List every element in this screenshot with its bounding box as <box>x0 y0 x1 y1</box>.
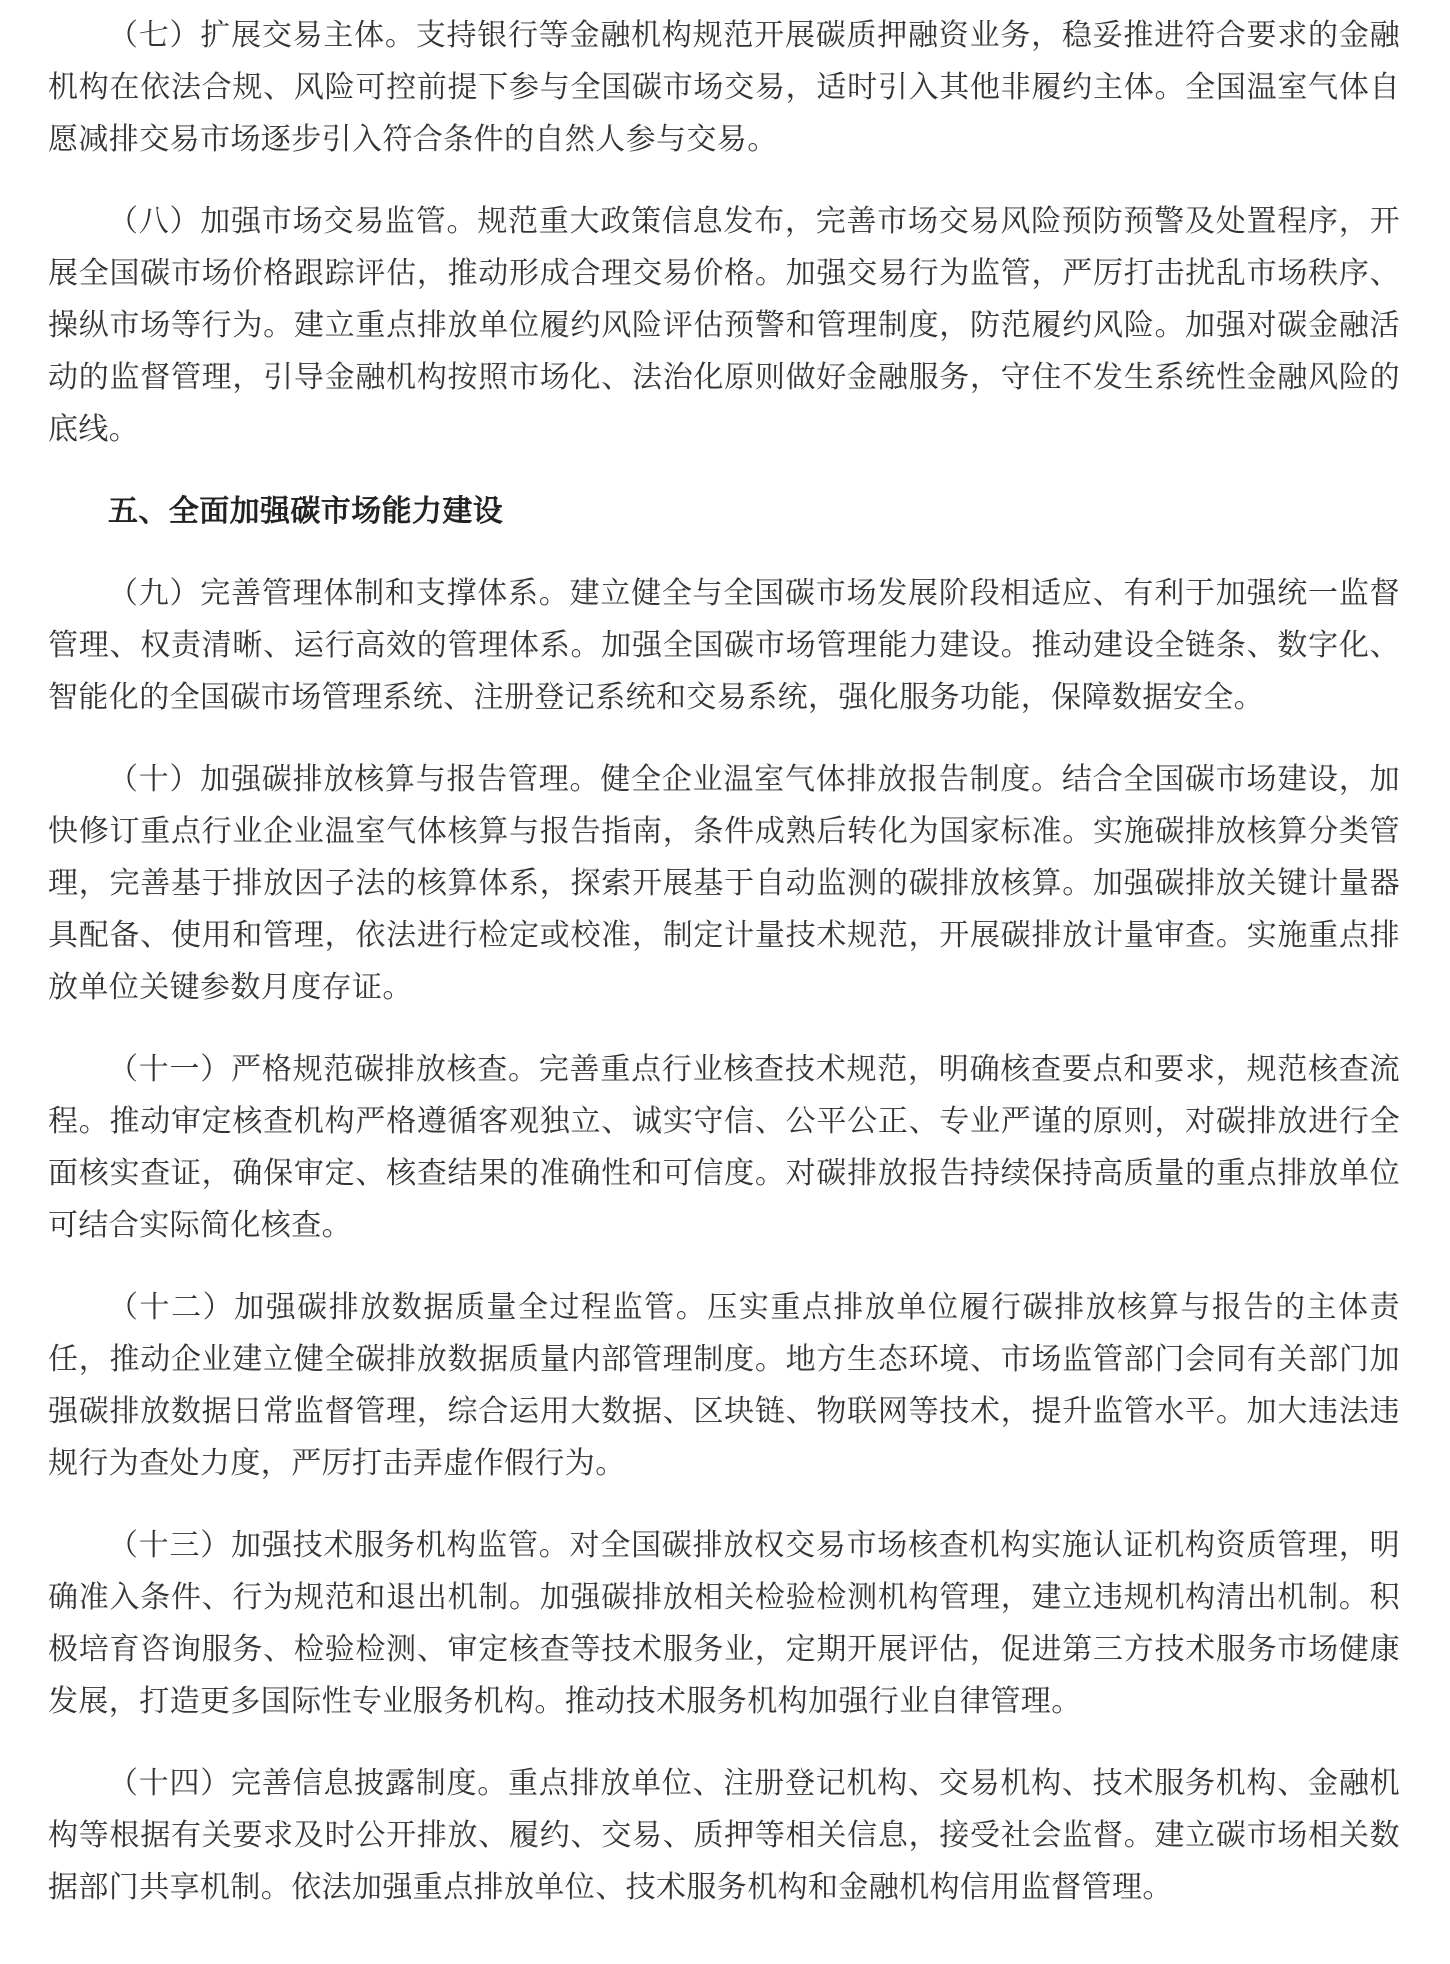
paragraph-emission-accounting: （十）加强碳排放核算与报告管理。健全企业温室气体排放报告制度。结合全国碳市场建设，加快修订重点行业企业温室气体核算与报告指南，条件成熟后转化为国家标准。实施碳排放核算分类管理，完善基于排放因子法的核算体系，探索开展基于自动监测的碳排放核算。加强碳排放关键计量器具配备、使用和管理，依法进行检定或校准，制定计量技术规范，开展碳排放计量审查。实施重点排放单位关键参数月度存证。 <box>48 762 1400 1005</box>
section-heading: 五、全面加强碳市场能力建设 <box>108 494 504 529</box>
document-body <box>48 0 1400 1914</box>
paragraph-emission-verification: （十一）严格规范碳排放核查。完善重点行业核查技术规范，明确核查要点和要求，规范核查流程。推动审定核查机构严格遵循客观独立、诚实守信、公平公正、专业严谨的原则，对碳排放进行全面核实查证，确保审定、核查结果的准确性和可信度。对碳排放报告持续保持高质量的重点排放单位可结合实际简化核查。 <box>48 1052 1400 1243</box>
paragraph-disclosure: （十四）完善信息披露制度。重点排放单位、注册登记机构、交易机构、技术服务机构、金融机构等根据有关要求及时公开排放、履约、交易、质押等相关信息，接受社会监督。建立碳市场相关数据部门共享机制。依法加强重点排放单位、技术服务机构和金融机构信用监督管理。 <box>48 1766 1400 1905</box>
paragraph-market-supervision: （八）加强市场交易监管。规范重大政策信息发布，完善市场交易风险预防预警及处置程序，开展全国碳市场价格跟踪评估，推动形成合理交易价格。加强交易行为监管，严厉打击扰乱市场秩序、操纵市场等行为。建立重点排放单位履约风险评估预警和管理制度，防范履约风险。加强对碳金融活动的监督管理，引导金融机构按照市场化、法治化原则做好金融服务，守住不发生系统性金融风险的底线。 <box>48 204 1400 447</box>
paragraph-management-system: （九）完善管理体制和支撑体系。建立健全与全国碳市场发展阶段相适应、有利于加强统一监督管理、权责清晰、运行高效的管理体系。加强全国碳市场管理能力建设。推动建设全链条、数字化、智能化的全国碳市场管理系统、注册登记系统和交易系统，强化服务功能，保障数据安全。 <box>48 576 1400 715</box>
paragraph-expand-trading-entities: （七）扩展交易主体。支持银行等金融机构规范开展碳质押融资业务，稳妥推进符合要求的金融机构在依法合规、风险可控前提下参与全国碳市场交易，适时引入其他非履约主体。全国温室气体自愿减排交易市场逐步引入符合条件的自然人参与交易。 <box>48 18 1400 157</box>
paragraph-data-quality: （十二）加强碳排放数据质量全过程监管。压实重点排放单位履行碳排放核算与报告的主体责任，推动企业建立健全碳排放数据质量内部管理制度。地方生态环境、市场监管部门会同有关部门加强碳排放数据日常监督管理，综合运用大数据、区块链、物联网等技术，提升监管水平。加大违法违规行为查处力度，严厉打击弄虚作假行为。 <box>48 1290 1400 1481</box>
paragraph-service-agencies: （十三）加强技术服务机构监管。对全国碳排放权交易市场核查机构实施认证机构资质管理，明确准入条件、行为规范和退出机制。加强碳排放相关检验检测机构管理，建立违规机构清出机制。积极培育咨询服务、检验检测、审定核查等技术服务业，定期开展评估，促进第三方技术服务市场健康发展，打造更多国际性专业服务机构。推动技术服务机构加强行业自律管理。 <box>48 1528 1400 1719</box>
